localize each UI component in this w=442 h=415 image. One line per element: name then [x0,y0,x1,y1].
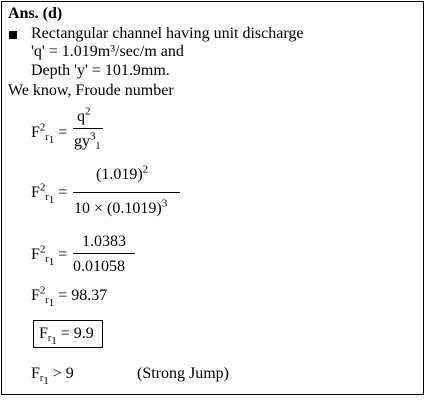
eq3-denominator: 0.01058 [73,258,125,275]
answer-heading: Ans. (d) [8,5,63,22]
given-line-2: 'q' = 1.019m³/sec/m and [31,43,184,60]
eq2-denominator: $10 \times (0.1019)^3$ [74,197,168,217]
eq2-numerator: $(1.019)^2$ [96,163,149,183]
eq1-denominator: $gy^31$ [74,130,101,152]
eq1-lhs: $F^2r_1$ = [31,121,68,146]
eq2-lhs: $F^2r_1$ = [31,181,68,206]
eq1-fraction-bar [73,128,103,129]
eq6-note: (Strong Jump) [137,365,229,382]
eq6: $Fr_1 > 9$ [31,365,74,387]
eq3-numerator: 1.0383 [82,233,126,250]
eq3-fraction-bar [73,253,135,254]
given-line-1: Rectangular channel having unit discharge [31,25,304,42]
eq1-numerator: $q^2$ [77,105,91,125]
eq5: $Fr_1 = 9.9$ [39,325,94,347]
bullet-icon [9,31,17,39]
intro-text: We know, Froude number [8,82,174,99]
eq2-fraction-bar [73,192,180,193]
eq3-lhs: $F^2r_1$ = [31,243,68,268]
given-line-3: Depth 'y' = 101.9mm. [31,62,170,79]
eq4: $F^2r_1 = 98.37$ [31,284,108,309]
